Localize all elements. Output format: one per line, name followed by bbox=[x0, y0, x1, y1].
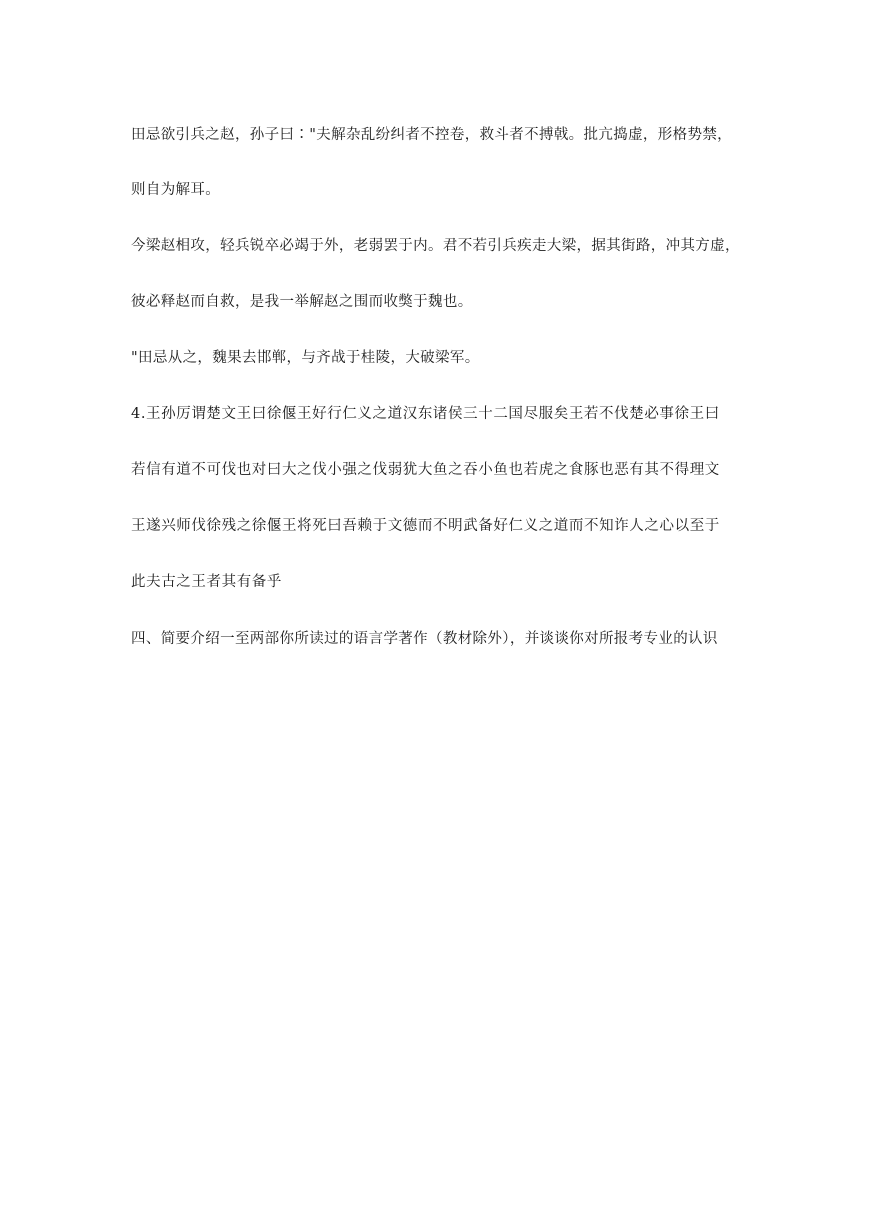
text-line: 今梁赵相攻，轻兵锐卒必竭于外，老弱罢于内。君不若引兵疾走大梁，据其街路，冲其方虚， bbox=[131, 238, 740, 254]
text-line: 若信有道不可伐也对曰大之伐小强之伐弱犹大鱼之吞小鱼也若虎之食豚也恶有其不得理文 bbox=[131, 462, 720, 478]
section-four-heading: 四、简要介绍一至两部你所读过的语言学著作（教材除外），并谈谈你对所报考专业的认识 bbox=[131, 631, 718, 647]
text-line: 彼必释赵而自救，是我一举解赵之围而收獘于魏也。 bbox=[131, 294, 473, 310]
text-line: 田忌欲引兵之赵，孙子曰∶"夫解杂乱纷纠者不控卷，救斗者不搏戟。批亢捣虚，形格势禁， bbox=[131, 127, 733, 143]
text-line: 则自为解耳。 bbox=[131, 182, 221, 198]
text-line: "田忌从之，魏果去邯郸，与齐战于桂陵，大破梁军。 bbox=[131, 350, 480, 366]
text-line: 王遂兴师伐徐残之徐偃王将死曰吾赖于文德而不明武备好仁义之道而不知诈人之心以至于 bbox=[131, 518, 720, 534]
question-4-line: 4.王孙厉谓楚文王曰徐偃王好行仁义之道汉东诸侯三十二国尽服矣王若不伐楚必事徐王曰 bbox=[131, 406, 720, 422]
text-line: 此夫古之王者其有备乎 bbox=[131, 574, 282, 590]
